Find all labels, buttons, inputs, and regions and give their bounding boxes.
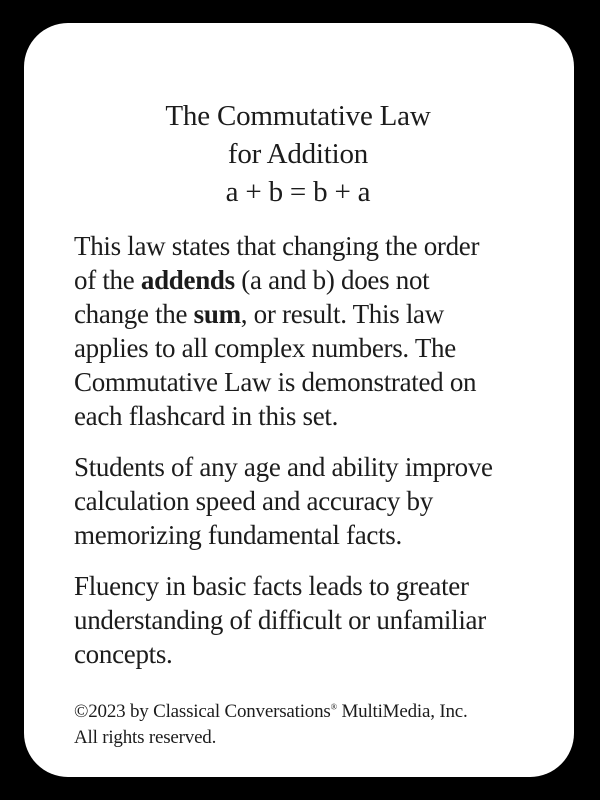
text-segment: addends — [140, 265, 235, 295]
text-line — [74, 603, 546, 637]
copyright-notice — [74, 699, 468, 751]
text-segment: All rights reserved. — [74, 727, 217, 748]
text-segment: each flashcard in this set. — [74, 401, 339, 431]
text-segment: sum — [193, 299, 241, 329]
text-line — [74, 518, 546, 552]
text-segment: a + b = b + a — [225, 176, 371, 208]
text-segment: change the — [74, 299, 194, 329]
text-segment: MultiMedia, Inc. — [336, 701, 468, 722]
text-segment: This law states that changing the order — [74, 231, 480, 261]
card-content — [74, 23, 546, 777]
text-line — [74, 484, 546, 518]
text-line — [74, 365, 546, 399]
paragraph-fluency — [74, 569, 546, 671]
card-body — [74, 229, 546, 671]
text-segment: applies to all complex numbers. The — [74, 333, 456, 363]
text-line — [48, 173, 548, 211]
text-line — [74, 725, 468, 751]
text-segment: calculation speed and accuracy by — [74, 486, 433, 516]
text-line — [74, 637, 546, 671]
card-title — [48, 97, 548, 211]
text-line — [74, 297, 546, 331]
text-segment: Commutative Law is demonstrated on — [74, 367, 477, 397]
paragraph-law-description — [74, 229, 546, 433]
text-segment: , or result. This law — [240, 299, 444, 329]
text-segment: Fluency in basic facts leads to greater — [74, 571, 469, 601]
text-line — [74, 331, 546, 365]
text-line — [48, 135, 548, 173]
text-line — [48, 97, 548, 135]
text-line — [74, 699, 468, 725]
text-line — [74, 450, 546, 484]
text-segment: (a and b) does not — [234, 265, 430, 295]
text-segment: understanding of difficult or unfamiliar — [74, 605, 486, 635]
text-line — [74, 263, 546, 297]
text-segment: The Commutative Law — [165, 100, 431, 132]
flashcard — [24, 23, 574, 777]
text-segment: ©2023 by Classical Conversations — [74, 701, 331, 722]
text-segment: for Addition — [227, 138, 369, 170]
registered-trademark-symbol: ® — [330, 701, 337, 712]
text-line — [74, 569, 546, 603]
paragraph-students-benefit — [74, 450, 546, 552]
text-segment: of the — [74, 265, 141, 295]
text-segment: memorizing fundamental facts. — [74, 520, 402, 550]
text-segment: Students of any age and ability improve — [74, 452, 493, 482]
text-segment: concepts. — [74, 639, 173, 669]
text-line — [74, 229, 546, 263]
text-line — [74, 399, 546, 433]
